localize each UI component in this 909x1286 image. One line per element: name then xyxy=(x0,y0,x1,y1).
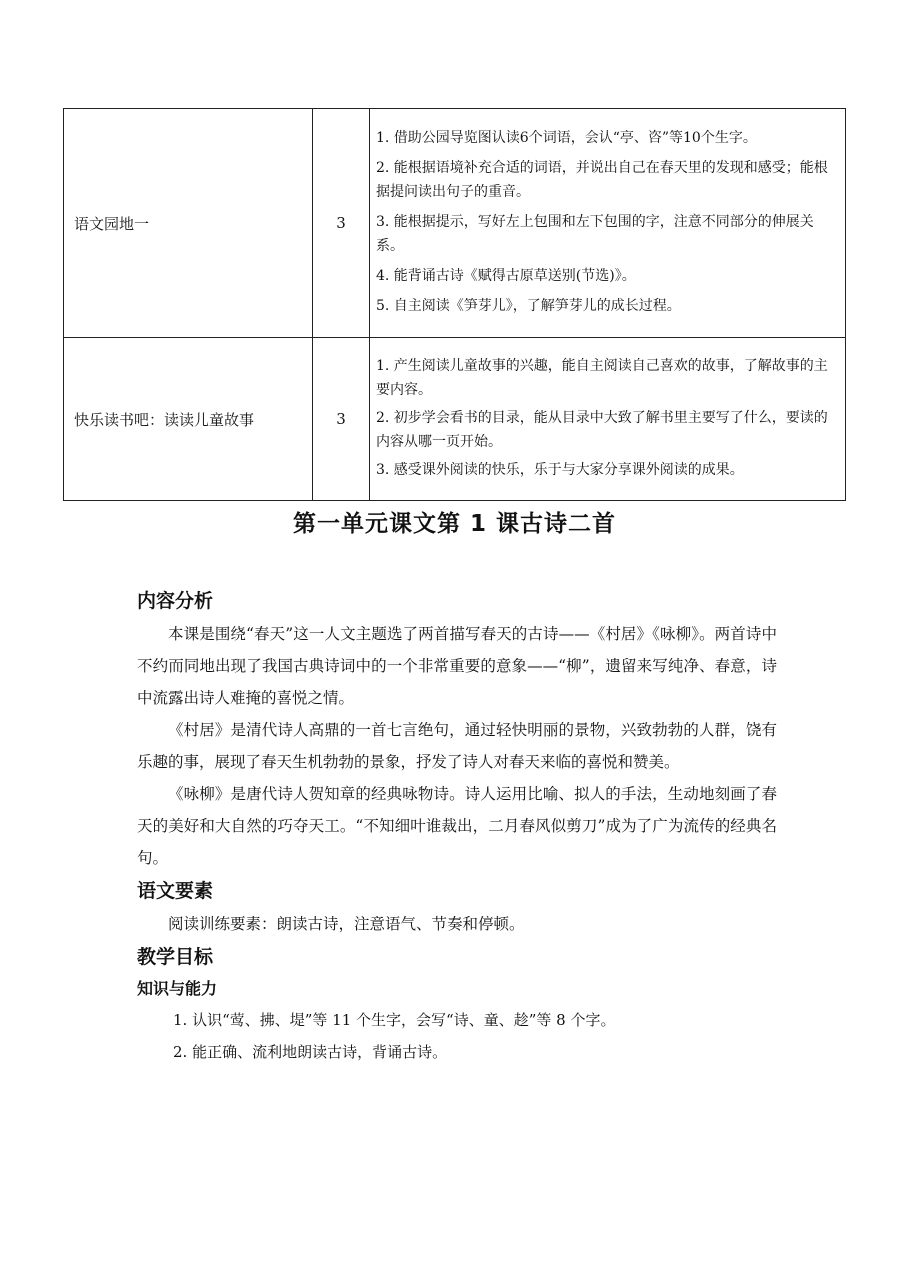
class-hours-cell: 3 xyxy=(313,109,370,338)
table-row xyxy=(64,109,846,338)
unit-name-cell: 快乐读书吧：读读儿童故事 xyxy=(64,338,313,501)
class-hours-cell: 3 xyxy=(313,338,370,501)
goal-item: 2. 能根据语境补充合适的词语，并说出自己在春天里的发现和感受；能根据提问读出句子的重音。 xyxy=(376,160,828,200)
goals-cell xyxy=(370,338,846,501)
analysis-paragraph: 《村居》是清代诗人高鼎的一首七言绝句，通过轻快明丽的景物，兴致勃勃的人群，饶有乐趣的事，展现了春天生机勃勃的景象，抒发了诗人对春天来临的喜悦和赞美。 xyxy=(137,721,777,771)
goal-list-item: 2. 能正确、流利地朗读古诗，背诵古诗。 xyxy=(173,1043,448,1061)
goals-cell xyxy=(370,109,846,338)
table-row xyxy=(64,338,846,501)
language-elements-heading: 语文要素 xyxy=(137,880,214,902)
analysis-paragraph: 《咏柳》是唐代诗人贺知章的经典咏物诗。诗人运用比喻、拟人的手法，生动地刻画了春天的美好和大自然的巧夺天工。“不知细叶谁裁出，二月春风似剪刀”成为了广为流传的经典名句。 xyxy=(137,785,777,867)
goal-item: 5. 自主阅读《笋芽儿》，了解笋芽儿的成长过程。 xyxy=(376,298,681,314)
lesson-plan-table xyxy=(63,108,846,501)
goal-item: 1. 借助公园导览图认读6个词语，会认“亭、咨”等10个生字。 xyxy=(376,130,757,146)
teaching-goals-heading: 教学目标 xyxy=(137,946,214,968)
goal-item: 2. 初步学会看书的目录，能从目录中大致了解书里主要写了什么，要读的内容从哪一页开始。 xyxy=(376,410,828,450)
knowledge-ability-subheading: 知识与能力 xyxy=(137,979,218,998)
analysis-paragraph: 本课是围绕“春天”这一人文主题选了两首描写春天的古诗——《村居》《咏柳》。两首诗中不约而同地出现了我国古典诗词中的一个非常重要的意象——“柳”，遗留来写纯净、春意，诗中流露出诗人难掩的喜悦之情。 xyxy=(137,625,777,707)
unit-name-cell: 语文园地一 xyxy=(64,109,313,338)
language-elements-text: 阅读训练要素：朗读古诗，注意语气、节奏和停顿。 xyxy=(168,915,525,933)
goal-item: 3. 感受课外阅读的快乐，乐于与大家分享课外阅读的成果。 xyxy=(376,462,744,478)
goal-item: 3. 能根据提示，写好左上包围和左下包围的字，注意不同部分的伸展关系。 xyxy=(376,214,814,254)
goal-item: 1. 产生阅读儿童故事的兴趣，能自主阅读自己喜欢的故事，了解故事的主要内容。 xyxy=(376,358,828,398)
goal-list-item: 1. 认识“莺、拂、堤”等 11 个生字，会写“诗、童、趁”等 8 个字。 xyxy=(173,1011,616,1029)
content-analysis-heading: 内容分析 xyxy=(137,590,214,612)
lesson-content xyxy=(137,584,777,1068)
lesson-title: 第一单元课文第 1 课古诗二首 xyxy=(292,511,617,537)
goal-item: 4. 能背诵古诗《赋得古原草送别(节选)》。 xyxy=(376,268,636,284)
